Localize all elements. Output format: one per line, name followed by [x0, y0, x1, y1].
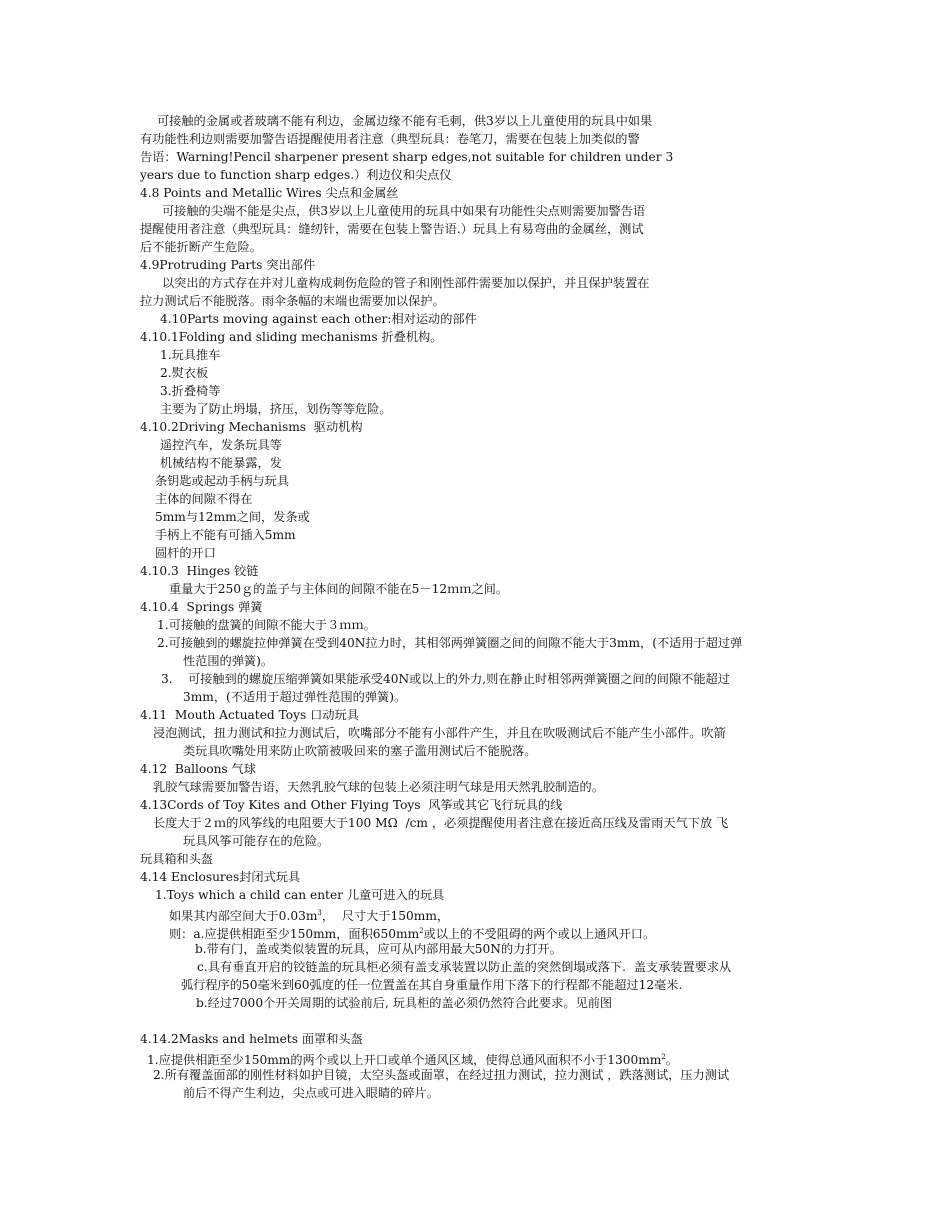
list-item: 1.玩具推车 [160, 348, 221, 362]
paragraph-line: b.带有门，盖或类似装置的玩具，应可从内部用最大50N的力打开。 [195, 942, 562, 956]
paragraph-line: 机械结构不能暴露，发 [160, 456, 282, 470]
superscript: 2 [419, 927, 424, 935]
section-heading-4-9: 4.9Protruding Parts 突出部件 [140, 258, 316, 272]
list-item-continuation: 性范围的弹簧)。 [183, 654, 274, 668]
paragraph-line: 主要为了防止坍塌，挤压，划伤等等危险。 [160, 402, 392, 416]
list-item: 2.可接触到的螺旋拉伸弹簧在受到40N拉力时，其相邻两弹簧圈之间的间隙不能大于3mm，(不适用于超过弹 [157, 636, 743, 650]
list-item-continuation: 3mm，(不适用于超过弹性范围的弹簧)。 [183, 690, 407, 704]
text-run: 或以上的不受阻碍的两个或以上通风开口。 [423, 927, 656, 942]
superscript: 3 [317, 909, 322, 917]
paragraph-line: 可接触的尖端不能是尖点，供3岁以上儿童使用的玩具中如果有功能性尖点则需要加警告语 [162, 204, 646, 218]
paragraph-line: c.具有垂直开启的铰链盖的玩具柜必须有盖支承装置以防止盖的突然倒塌或落下. 盖支承装置要求从 [197, 960, 732, 974]
list-item: 2.所有覆盖面部的刚性材料如护目镜，太空头盔或面罩，在经过扭力测试，拉力测试 ，跌落测试，压力测试 [153, 1068, 730, 1082]
section-heading-4-14-2: 4.14.2Masks and helmets 面罩和头盔 [140, 1032, 363, 1046]
section-heading-4-8: 4.8 Points and Metallic Wires 尖点和金属丝 [140, 186, 399, 200]
section-heading-4-14: 4.14 Enclosures封闭式玩具 [140, 870, 301, 884]
paragraph-line: 浸泡测试，扭力测试和拉力测试后，吹嘴部分不能有小部件产生，并且在吹吸测试后不能产生小部件。吹箭 [153, 726, 726, 740]
text-run: 1.应提供相距至少150mm的两个或以上开口或单个通风区域，使得总通风面积不小于1300mm [147, 1053, 662, 1068]
paragraph-line: 玩具风筝可能存在的危险。 [183, 834, 330, 848]
paragraph-line: 弧行程序的50毫米到60弧度的任一位置盖在其自身重量作用下落下的行程都不能超过12毫米. [181, 978, 683, 992]
paragraph-line: 后不能折断产生危险。 [140, 240, 262, 254]
paragraph-line: 可接触的金属或者玻璃不能有利边，金属边缘不能有毛刺，供3岁以上儿童使用的玩具中如果 [157, 114, 653, 128]
paragraph-line: 有功能性利边则需要加警告语提醒使用者注意（典型玩具：卷笔刀，需要在包装上加类似的警 [140, 132, 640, 146]
list-item: 2.熨衣板 [160, 366, 209, 380]
paragraph-line: 条钥匙或起动手柄与玩具 [155, 474, 290, 488]
section-heading-toy-boxes: 玩具箱和头盔 [140, 852, 214, 866]
paragraph-line: 遥控汽车，发条玩具等 [160, 438, 282, 452]
paragraph-line: 5mm与12mm之间，发条或 [155, 510, 310, 524]
paragraph-line: b.经过7000个开关周期的试验前后, 玩具柜的盖必须仍然符合此要求。见前图 [196, 996, 613, 1010]
paragraph-line: 告语：Warning!Pencil sharpener present sharp edges,not suitable for children under 3 [140, 150, 674, 164]
paragraph-line: 以突出的方式存在并对儿童构成刺伤危险的管子和刚性部件需要加以保护，并且保护装置在 [162, 276, 650, 290]
text-run: 如果其内部空间大于0.03m [169, 909, 318, 924]
paragraph-line: years due to function sharp edges.）利边仪和尖点仪 [140, 168, 452, 182]
paragraph-line: 长度大于２ｍ的风筝线的电阻要大于100 MΩ /cm ，必须提醒使用者注意在接近高压线及雷雨天气下放 飞 [153, 816, 729, 830]
section-heading-4-10-3: 4.10.3 Hinges 铰链 [140, 564, 259, 578]
list-item-continuation: 前后不得产生利边，尖点或可进入眼睛的碎片。 [183, 1086, 439, 1100]
list-item: 1.可接触的盘簧的间隙不能大于３ｍｍ。 [157, 618, 376, 632]
paragraph-line: 乳胶气球需要加警告语，天然乳胶气球的包装上必须注明气球是用天然乳胶制造的。 [153, 780, 604, 794]
text-run: 则：a.应提供相距至少150mm，面积650mm [169, 927, 420, 942]
text-run: 。 [665, 1053, 678, 1068]
section-heading-4-13: 4.13Cords of Toy Kites and Other Flying Toys 风筝或其它飞行玩具的线 [140, 798, 563, 812]
text-run: ， 尺寸大于150mm， [321, 909, 450, 924]
paragraph-line: 类玩具吹嘴处用来防止吹箭被吸回来的塞子滥用测试后不能脱落。 [183, 744, 537, 758]
paragraph-line: 手柄上不能有可插入5mm [155, 528, 296, 542]
list-item-number: 3. [161, 672, 173, 686]
paragraph-line: 重量大于250ｇ的盖子与主体间的间隙不能在5－12ｍｍ之间。 [169, 582, 509, 596]
paragraph-line: 圆杆的开口 [155, 546, 216, 560]
section-heading-4-11: 4.11 Mouth Actuated Toys 口动玩具 [140, 708, 359, 722]
subsection-heading: 1.Toys which a child can enter 儿童可进入的玩具 [155, 888, 445, 902]
section-heading-4-10-2: 4.10.2Driving Mechanisms 驱动机构 [140, 420, 363, 434]
paragraph-line: 提醒使用者注意（典型玩具：缝纫针，需要在包装上警告语.）玩具上有易弯曲的金属丝，测试 [140, 222, 644, 236]
section-heading-4-10-4: 4.10.4 Springs 弹簧 [140, 600, 263, 614]
paragraph-line: 拉力测试后不能脱落。雨伞条幅的末端也需要加以保护。 [140, 294, 445, 308]
section-heading-4-12: 4.12 Balloons 气球 [140, 762, 256, 776]
superscript: 2 [661, 1053, 666, 1061]
list-item: 3.折叠椅等 [160, 384, 221, 398]
section-heading-4-10: 4.10Parts moving against each other:相对运动的部件 [160, 312, 477, 326]
list-item: 可接触到的螺旋压缩弹簧如果能承受40N或以上的外力,则在静止时相邻两弹簧圈之间的间隙不能超过 [188, 672, 730, 686]
paragraph-line: 主体的间隙不得在 [155, 492, 253, 506]
section-heading-4-10-1: 4.10.1Folding and sliding mechanisms 折叠机构。 [140, 330, 443, 344]
